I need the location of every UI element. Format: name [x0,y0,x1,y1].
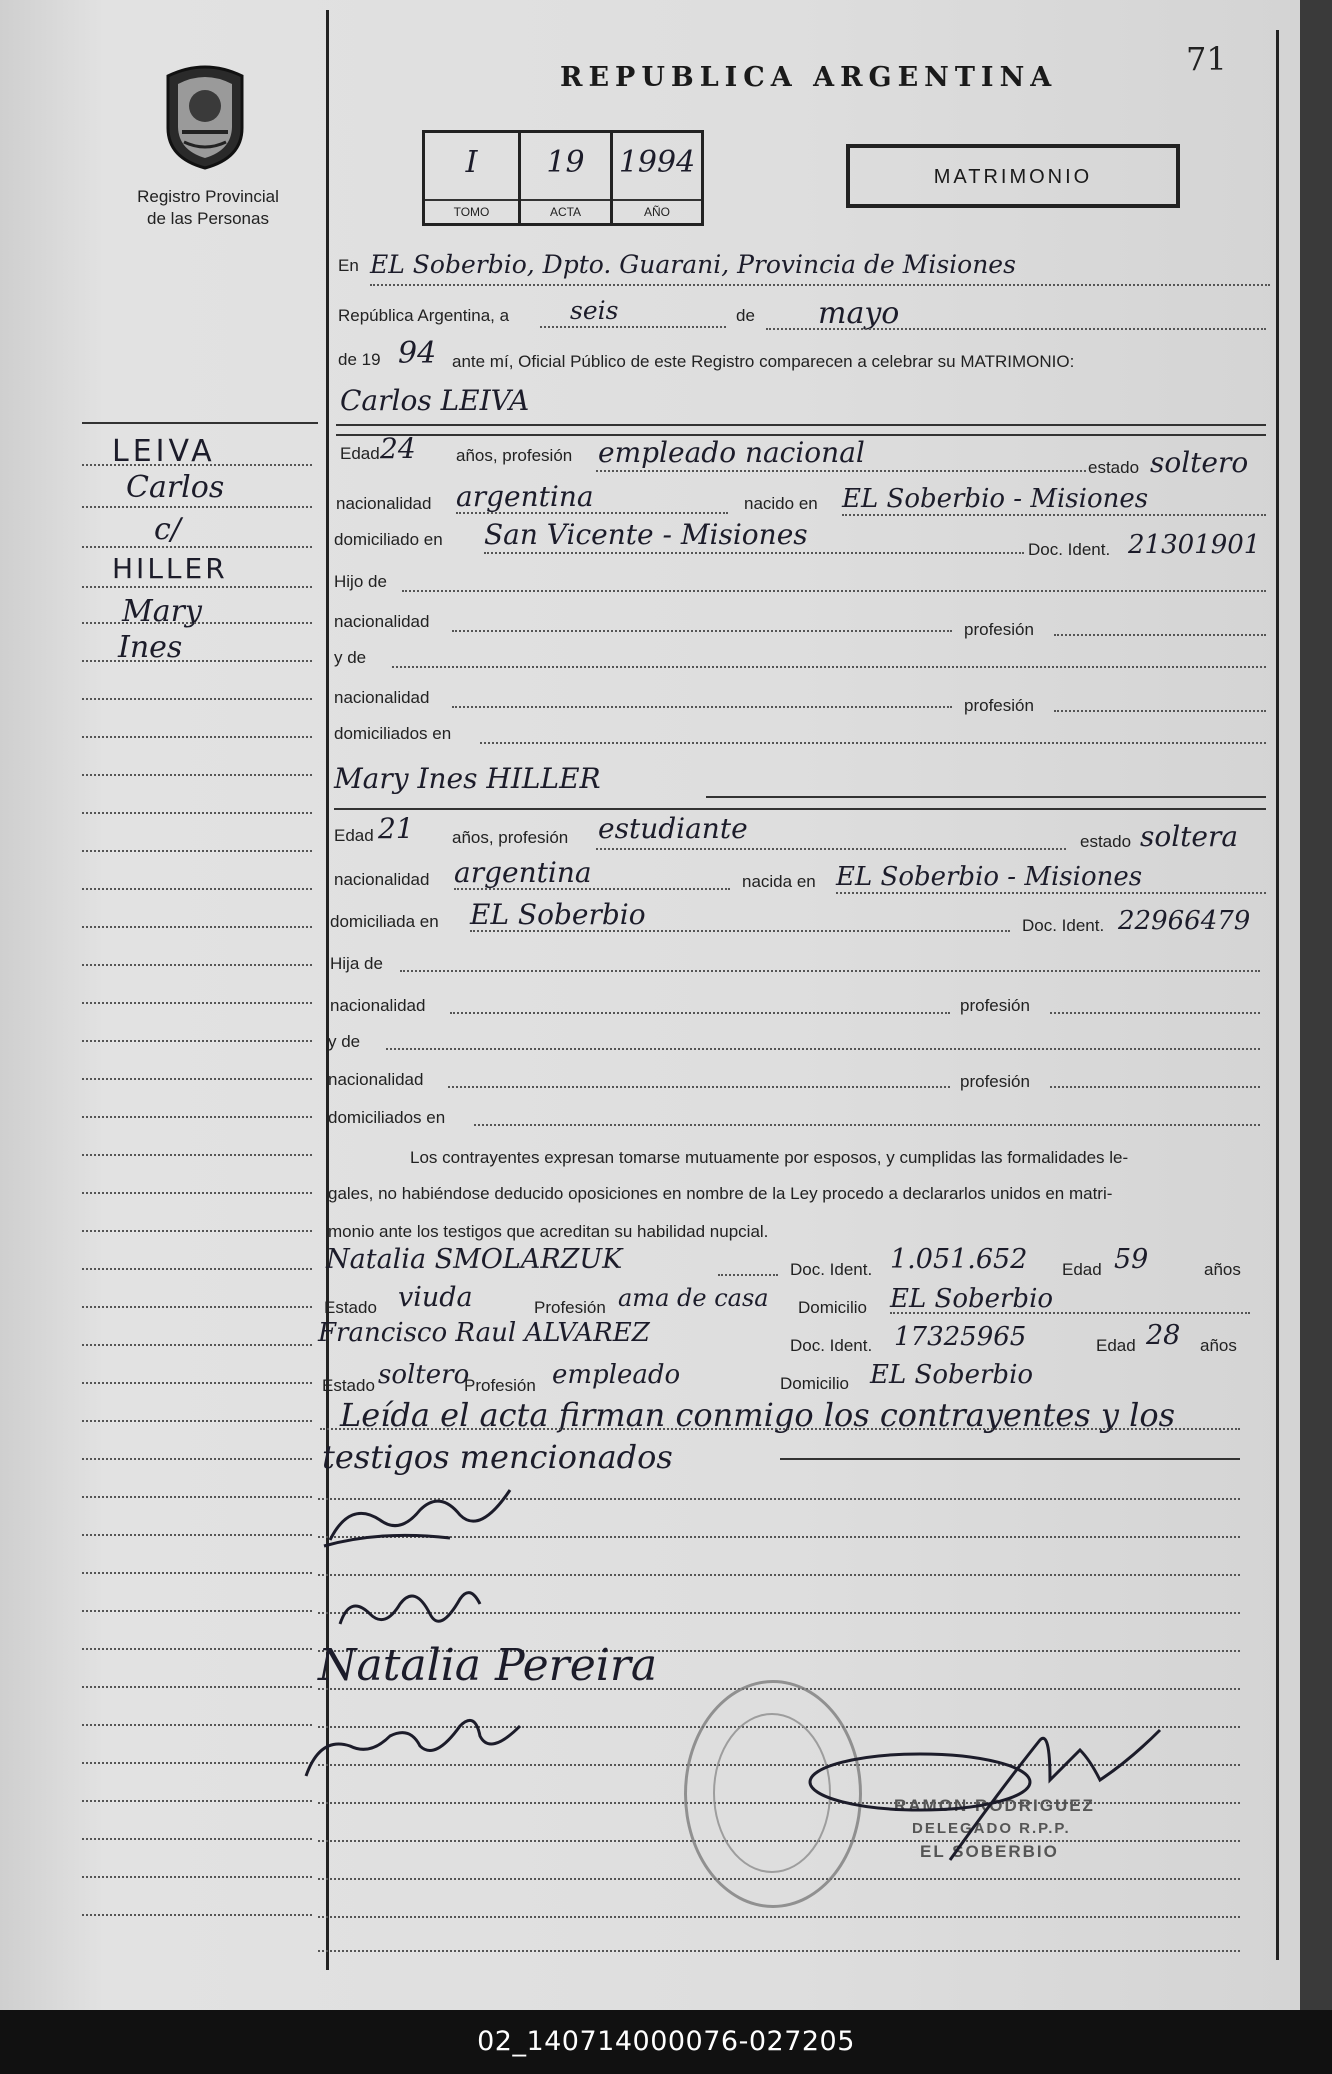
witness1-domicilio-label: Domicilio [798,1298,867,1317]
groom-edad-label: Edad [340,444,380,463]
margin-line [82,1838,312,1840]
groom-nacionalidad-label: nacionalidad [336,494,432,513]
margin-line [82,1534,312,1536]
acta-value: 19 [546,145,585,180]
groom-hijo-line [402,590,1266,592]
acta-cell [521,133,613,223]
witness1-edad-label: Edad [1062,1260,1102,1279]
stamp-official-name: RAMON RODRIGUEZ [894,1796,1095,1815]
signature-bride [330,1574,490,1649]
misiones-coat-of-arms-icon [158,62,252,172]
bride-estado-label: estado [1080,832,1132,851]
witness2-estado: soltero [378,1360,470,1390]
bride-yde-line [386,1048,1260,1050]
witness2-age: 28 [1146,1320,1181,1351]
record-type-box [846,144,1180,208]
margin-line [82,1762,312,1764]
groom-profesion3-line [1054,710,1266,712]
margin-line [82,1800,312,1802]
groom-profesion2-line [1054,634,1266,636]
day-value: seis [570,296,619,325]
en-label: En [338,256,359,275]
witness2-doc: 17325965 [894,1322,1027,1352]
page-number: 71 [1186,40,1227,78]
month-line [766,328,1266,330]
bride-domiciliada-label: domiciliada en [330,912,439,931]
groom-profesion3-label: profesión [964,696,1034,715]
witness2-domicilio-label: Domicilio [780,1374,849,1393]
groom-nacionalidad3-label: nacionalidad [334,688,430,707]
margin-line [82,1496,312,1498]
bride-domicile-line [470,930,1010,932]
bride-doc: 22966479 [1118,906,1251,936]
witness2-name: Francisco Raul ALVAREZ [318,1318,650,1348]
groom-nacionalidad2-label: nacionalidad [334,612,430,631]
margin-line [82,1002,312,1004]
groom-nacido-label: nacido en [744,494,818,513]
groom-doc-label: Doc. Ident. [1028,540,1111,559]
margin-line [82,888,312,890]
acta-label: ACTA [549,205,582,219]
year-prefix: de 19 [338,350,381,369]
groom-domicile: San Vicente - Misiones [484,518,808,551]
groom-name-line [336,424,1266,426]
groom-yde-label: y de [334,648,367,667]
intro-statement: ante mí, Oficial Público de este Registro comparecen a celebrar su MATRIMONIO: [452,352,1075,371]
closing-line-1: Leída el acta firman conmigo los contrayentes y los [340,1396,1176,1434]
margin-note-given1: Carlos [126,470,225,505]
margin-line [82,660,312,662]
bride-birthplace: EL Soberbio - Misiones [836,862,1143,892]
groom-hijo-label: Hijo de [334,572,387,591]
day-line [540,326,726,328]
groom-domiciliado-label: domiciliado en [334,530,443,549]
margin-line [82,1344,312,1346]
bride-nationality-line [454,888,730,890]
bride-yde-label: y de [328,1032,361,1051]
stamp-official-title: DELEGADO R.P.P. [912,1820,1071,1837]
groom-profesion-label: años, profesión [456,446,573,465]
groom-estado-label: estado [1088,458,1140,477]
margin-line [82,1306,312,1308]
groom-doc: 21301901 [1128,530,1261,560]
witness1-doc-label: Doc. Ident. [790,1260,873,1279]
margin-line [82,586,312,588]
bride-profesion-label: años, profesión [452,828,569,847]
groom-domiciliados-label: domiciliados en [334,724,452,743]
bride-domiciliados-label: domiciliados en [328,1108,446,1127]
de-label: de [736,306,755,325]
bride-nacionalidad3-label: nacionalidad [328,1070,424,1089]
bride-nacionalidad2-line [450,1012,950,1014]
margin-line [82,964,312,966]
margin-line [82,926,312,928]
bride-domicile: EL Soberbio [470,898,646,931]
witness1-estado: viuda [398,1282,473,1313]
ano-label: AÑO [643,205,670,219]
witness1-anos-label: años [1204,1260,1241,1279]
bride-name-line [706,796,1266,798]
margin-rule [82,422,318,424]
registry-name [100,186,316,230]
witness2-profession: empleado [552,1360,681,1390]
groom-birthplace-line [842,514,1266,516]
bride-profession-line [596,848,1066,850]
bride-profession: estudiante [598,812,748,845]
margin-line [82,774,312,776]
year-value: 94 [398,336,437,371]
bride-birthplace-line [836,892,1266,894]
margin-line [82,506,312,508]
margin-line [82,1724,312,1726]
margin-line [82,1914,312,1916]
bride-nacionalidad-label: nacionalidad [334,870,430,889]
margin-line [82,1686,312,1688]
bride-hija-line [400,970,1260,972]
signature-groom [320,1480,520,1565]
groom-nacionalidad2-line [452,630,952,632]
margin-note-given2b: Ines [118,630,183,665]
witness2-profesion-label: Profesión [464,1376,536,1395]
margin-line [82,1382,312,1384]
margin-line [82,1116,312,1118]
place-value: EL Soberbio, Dpto. Guarani, Provincia de Misiones [370,250,1016,279]
witness2-edad-label: Edad [1096,1336,1136,1355]
groom-profesion2-label: profesión [964,620,1034,639]
signature-witness2 [300,1706,540,1791]
witness1-estado-label: Estado [324,1298,377,1317]
bride-nacionalidad3-line [448,1086,950,1088]
bride-doc-label: Doc. Ident. [1022,916,1105,935]
margin-line [82,1192,312,1194]
margin-line [82,1078,312,1080]
declaration-line-1: Los contrayentes expresan tomarse mutuamente por esposos, y cumplidas las formalidades le- [410,1148,1129,1167]
closing-line-2-rule [780,1458,1240,1460]
groom-domiciliados-line [480,742,1266,744]
margin-line [82,464,312,466]
margin-line [82,1648,312,1650]
witness2-doc-label: Doc. Ident. [790,1336,873,1355]
margin-note-surname1: LEIVA [112,434,216,469]
groom-estado: soltero [1150,446,1249,479]
acta-reference-box [422,130,704,226]
groom-birthplace: EL Soberbio - Misiones [842,484,1149,514]
registry-line-1: Registro Provincial [137,187,279,206]
ano-value: 1994 [618,145,696,180]
signature-official [800,1700,1180,1885]
groom-profession-line [596,470,1086,472]
witness2-anos-label: años [1200,1336,1237,1355]
groom-age: 24 [380,432,416,465]
tomo-value: I [465,145,478,180]
witness1-domicile: EL Soberbio [890,1284,1054,1314]
bride-nacionalidad2-label: nacionalidad [330,996,426,1015]
bride-age: 21 [378,812,414,845]
bride-edad-label: Edad [334,826,374,845]
margin-line [82,1154,312,1156]
page-edge [1300,0,1332,2010]
groom-nationality: argentina [456,480,594,513]
signature-witness1: Natalia Pereira [318,1640,658,1691]
body-line [318,1916,1240,1918]
bride-name: Mary Ines HILLER [334,762,601,795]
ano-cell [613,133,701,223]
margin-note-surname2: HILLER [112,552,228,585]
bride-profesion2-label: profesión [960,996,1030,1015]
bride-nacida-label: nacida en [742,872,816,891]
margin-line [82,1040,312,1042]
page-title: REPUBLICA ARGENTINA [560,62,1058,93]
bride-profesion2-line [1050,1012,1260,1014]
groom-nacionalidad3-line [452,706,952,708]
margin-line [82,1420,312,1422]
groom-nationality-line [456,512,728,514]
republica-label: República Argentina, a [338,306,510,325]
bride-name-line [334,808,1266,810]
witness1-profesion-label: Profesión [534,1298,606,1317]
margin-line [82,1268,312,1270]
witness1-doc: 1.051.652 [890,1244,1028,1275]
witness1-profession: ama de casa [618,1284,769,1312]
witness1-domicile-line [890,1312,1250,1314]
bride-profesion3-label: profesión [960,1072,1030,1091]
witness2-domicile: EL Soberbio [870,1360,1034,1390]
closing-line-2: testigos mencionados [322,1438,673,1476]
groom-profession: empleado nacional [598,436,865,469]
margin-line [82,812,312,814]
margin-line [82,622,312,624]
witness1-name-line [718,1274,778,1276]
margin-line [82,1610,312,1612]
margin-line [82,1876,312,1878]
margin-line [82,736,312,738]
registry-line-2: de las Personas [147,209,269,228]
margin-note-conj: c/ [154,512,181,547]
right-border-line [1276,30,1279,1960]
margin-note-given2a: Mary [122,594,202,629]
margin-line [82,850,312,852]
declaration-line-2: gales, no habiéndose deducido oposiciones en nombre de la Ley procedo a declararlos unidos en matri- [328,1184,1113,1203]
bride-hija-label: Hija de [330,954,383,973]
body-line [318,1950,1240,1952]
footer-id: 02_140714000076-027205 [477,2026,855,2057]
bride-profesion3-line [1050,1086,1260,1088]
bride-nationality: argentina [454,856,592,889]
record-type-label: MATRIMONIO [933,166,1093,188]
witness1-age: 59 [1114,1244,1149,1275]
bride-domiciliados-line [474,1124,1260,1126]
tomo-label: TOMO [453,205,490,219]
groom-name: Carlos LEIVA [340,384,530,417]
bride-estado: soltera [1140,820,1239,853]
witness1-name: Natalia SMOLARZUK [326,1244,623,1275]
declaration-line-3: monio ante los testigos que acreditan su habilidad nupcial. [328,1222,769,1241]
margin-line [82,546,312,548]
month-value: mayo [818,296,900,331]
groom-yde-line [392,666,1266,668]
margin-line [82,1230,312,1232]
tomo-cell [425,133,521,223]
groom-domicile-line [484,552,1024,554]
place-line [370,284,1270,286]
closing-line-1-rule [320,1428,1240,1430]
margin-line [82,1458,312,1460]
margin-line [82,698,312,700]
stamp-official-place: EL SOBERBIO [920,1842,1059,1861]
witness2-estado-label: Estado [322,1376,375,1395]
margin-line [82,1572,312,1574]
